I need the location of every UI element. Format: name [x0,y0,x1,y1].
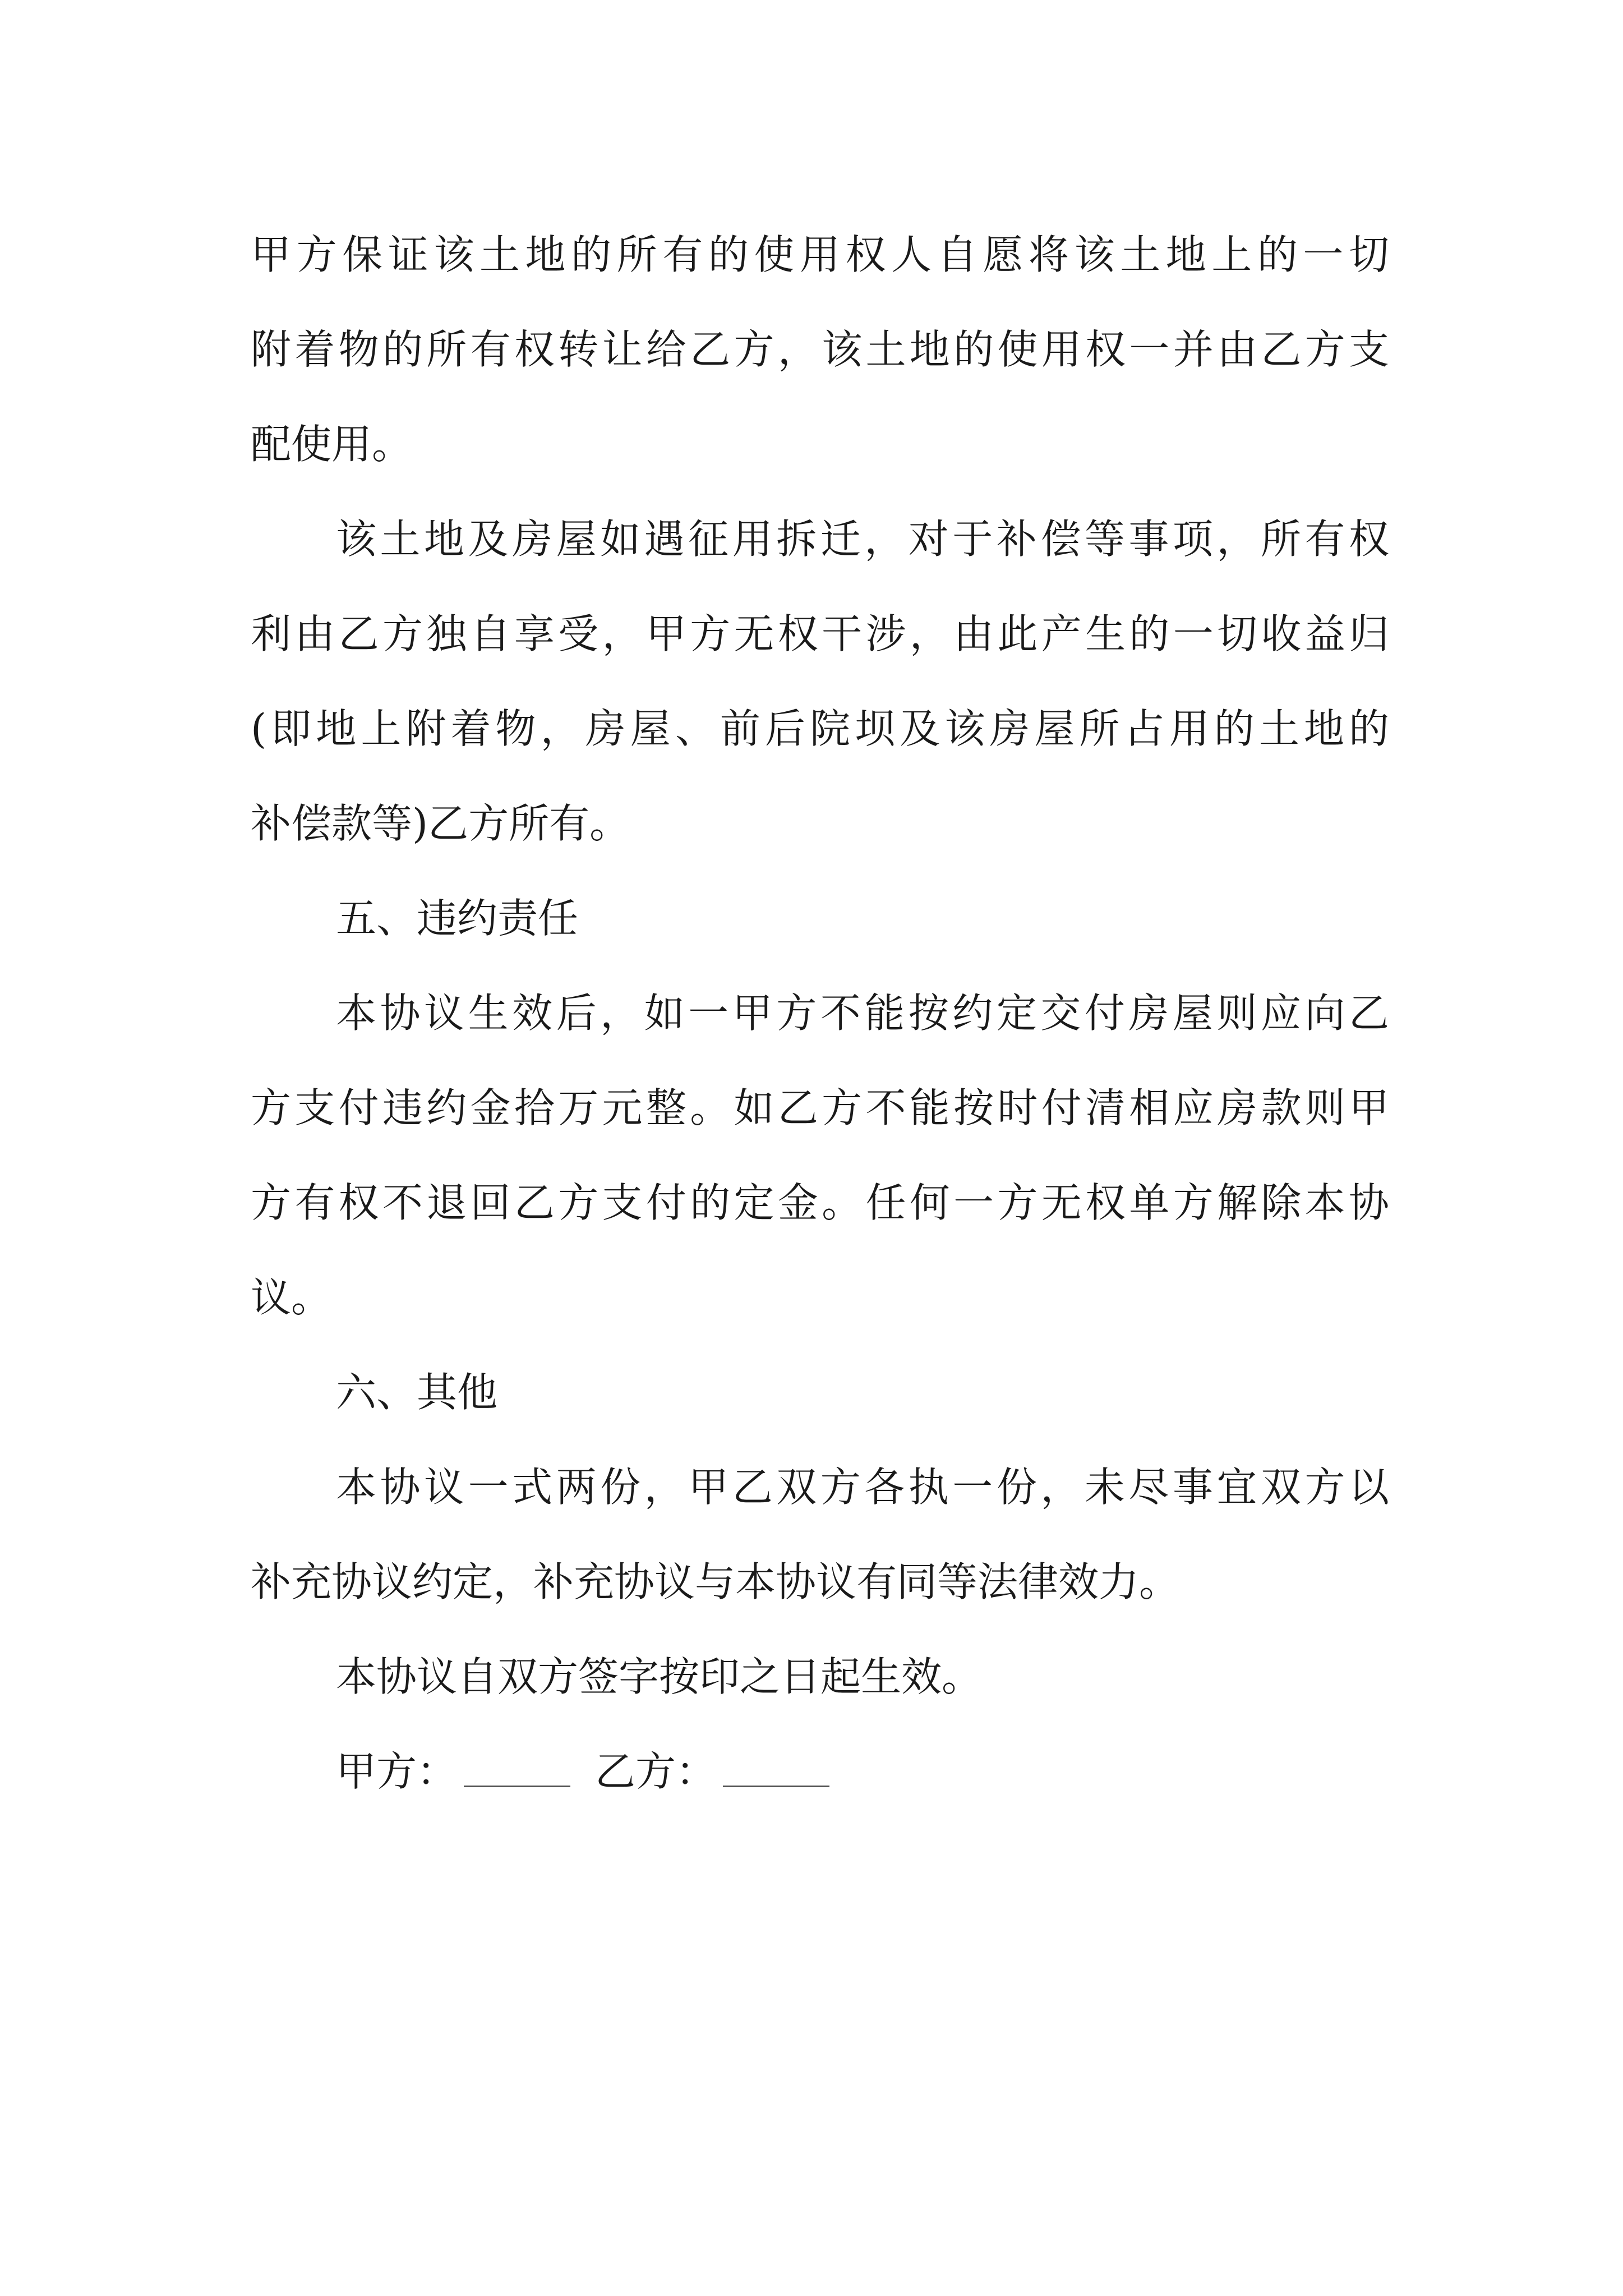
section-5-heading: 五、违约责任 [336,895,579,942]
paragraph-4-line-1: 本协议一式两份，甲乙双方各执一份，未尽事宜双方以 [336,1464,1389,1511]
document-body [251,208,1389,1819]
paragraph-3-line-1: 本协议生效后，如一甲方不能按约定交付房屋则应向乙 [336,990,1389,1037]
party-a-label: 甲方： [336,1748,458,1795]
paragraph-3-line-3: 方有权不退回乙方支付的定金。任何一方无权单方解除本协 [251,1179,1389,1226]
party-a-signature-blank [464,1763,570,1787]
party-b-signature-blank [723,1763,829,1787]
paragraph-1-line-1: 甲方保证该土地的所有的使用权人自愿将该土地上的一切 [251,231,1389,278]
party-b-label: 乙方： [595,1748,717,1795]
paragraph-2-line-3: (即地上附着物，房屋、前后院坝及该房屋所占用的土地的 [251,705,1389,752]
paragraph-2-line-4: 补偿款等)乙方所有。 [251,800,630,847]
section-6-heading: 六、其他 [336,1369,498,1416]
paragraph-1-line-3: 配使用。 [251,421,413,468]
paragraph-2-line-2: 利由乙方独自享受，甲方无权干涉，由此产生的一切收益归 [251,610,1389,657]
paragraph-2-line-1: 该土地及房屋如遇征用拆迁，对于补偿等事项，所有权 [336,516,1389,563]
paragraph-3-line-4: 议。 [251,1274,332,1321]
signature-row [251,1724,1389,1819]
paragraph-3-line-2: 方支付违约金拾万元整。如乙方不能按时付清相应房款则甲 [251,1084,1389,1131]
paragraph-4-line-2: 补充协议约定，补充协议与本协议有同等法律效力。 [251,1558,1180,1605]
paragraph-5: 本协议自双方签字按印之日起生效。 [336,1653,983,1700]
paragraph-1-line-2: 附着物的所有权转让给乙方，该土地的使用权一并由乙方支 [251,326,1389,373]
